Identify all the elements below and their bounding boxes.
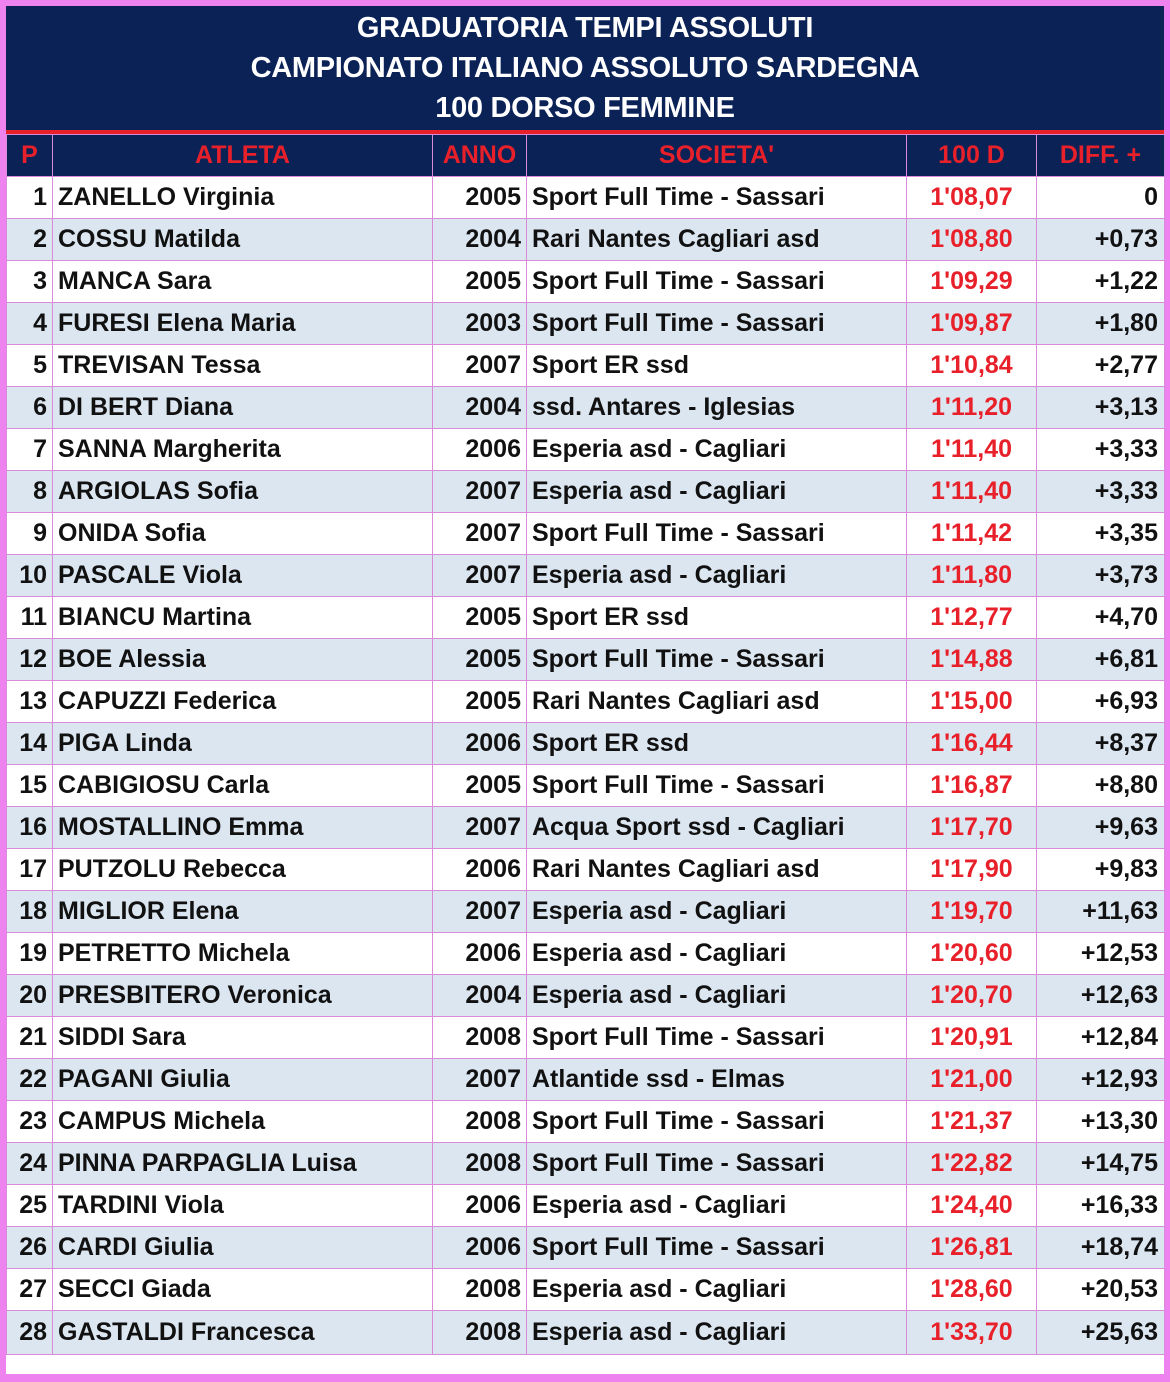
gap-cell: +3,33: [1037, 471, 1165, 513]
club-cell: Sport Full Time - Sassari: [527, 1101, 907, 1143]
table-row: [7, 1311, 1165, 1355]
birth-year-cell: 2006: [433, 723, 527, 765]
time-cell: 1'17,90: [907, 849, 1037, 891]
athlete-name-cell: PETRETTO Michela: [53, 933, 433, 975]
birth-year-cell: 2006: [433, 1185, 527, 1227]
time-cell: 1'11,80: [907, 555, 1037, 597]
gap-cell: +4,70: [1037, 597, 1165, 639]
gap-cell: +13,30: [1037, 1101, 1165, 1143]
time-cell: 1'16,44: [907, 723, 1037, 765]
table-row: [7, 1227, 1165, 1269]
athlete-name-cell: TARDINI Viola: [53, 1185, 433, 1227]
athlete-name-cell: CAPUZZI Federica: [53, 681, 433, 723]
gap-cell: +12,63: [1037, 975, 1165, 1017]
time-cell: 1'10,84: [907, 345, 1037, 387]
table-row: [7, 1143, 1165, 1185]
position-cell: 21: [7, 1017, 53, 1059]
position-cell: 14: [7, 723, 53, 765]
birth-year-cell: 2007: [433, 807, 527, 849]
gap-cell: +1,22: [1037, 261, 1165, 303]
athlete-name-cell: PIGA Linda: [53, 723, 433, 765]
table-row: [7, 261, 1165, 303]
time-cell: 1'11,42: [907, 513, 1037, 555]
time-cell: 1'11,40: [907, 471, 1037, 513]
athlete-name-cell: PRESBITERO Veronica: [53, 975, 433, 1017]
table-row: [7, 597, 1165, 639]
club-cell: Acqua Sport ssd - Cagliari: [527, 807, 907, 849]
athlete-name-cell: ZANELLO Virginia: [53, 177, 433, 219]
birth-year-cell: 2005: [433, 597, 527, 639]
gap-cell: +8,80: [1037, 765, 1165, 807]
col-header-time: 100 D: [907, 135, 1037, 177]
athlete-name-cell: SECCI Giada: [53, 1269, 433, 1311]
table-row: [7, 219, 1165, 261]
col-header-club: SOCIETA': [527, 135, 907, 177]
athlete-name-cell: CABIGIOSU Carla: [53, 765, 433, 807]
athlete-name-cell: BIANCU Martina: [53, 597, 433, 639]
time-cell: 1'24,40: [907, 1185, 1037, 1227]
time-cell: 1'15,00: [907, 681, 1037, 723]
club-cell: Sport Full Time - Sassari: [527, 261, 907, 303]
position-cell: 10: [7, 555, 53, 597]
athlete-name-cell: MOSTALLINO Emma: [53, 807, 433, 849]
position-cell: 5: [7, 345, 53, 387]
gap-cell: +2,77: [1037, 345, 1165, 387]
club-cell: Sport ER ssd: [527, 723, 907, 765]
position-cell: 27: [7, 1269, 53, 1311]
gap-cell: +6,93: [1037, 681, 1165, 723]
gap-cell: +6,81: [1037, 639, 1165, 681]
gap-cell: +25,63: [1037, 1311, 1165, 1355]
club-cell: Sport Full Time - Sassari: [527, 1017, 907, 1059]
results-table: [6, 134, 1165, 1355]
position-cell: 16: [7, 807, 53, 849]
time-cell: 1'19,70: [907, 891, 1037, 933]
position-cell: 17: [7, 849, 53, 891]
birth-year-cell: 2008: [433, 1101, 527, 1143]
club-cell: Sport Full Time - Sassari: [527, 513, 907, 555]
time-cell: 1'16,87: [907, 765, 1037, 807]
time-cell: 1'22,82: [907, 1143, 1037, 1185]
club-cell: Atlantide ssd - Elmas: [527, 1059, 907, 1101]
athlete-name-cell: FURESI Elena Maria: [53, 303, 433, 345]
club-cell: Esperia asd - Cagliari: [527, 1311, 907, 1355]
athlete-name-cell: TREVISAN Tessa: [53, 345, 433, 387]
position-cell: 3: [7, 261, 53, 303]
club-cell: Rari Nantes Cagliari asd: [527, 219, 907, 261]
time-cell: 1'12,77: [907, 597, 1037, 639]
gap-cell: +8,37: [1037, 723, 1165, 765]
position-cell: 20: [7, 975, 53, 1017]
birth-year-cell: 2005: [433, 177, 527, 219]
table-row: [7, 387, 1165, 429]
time-cell: 1'26,81: [907, 1227, 1037, 1269]
athlete-name-cell: SANNA Margherita: [53, 429, 433, 471]
table-row: [7, 345, 1165, 387]
col-header-athlete: ATLETA: [53, 135, 433, 177]
gap-cell: +3,33: [1037, 429, 1165, 471]
athlete-name-cell: SIDDI Sara: [53, 1017, 433, 1059]
club-cell: ssd. Antares - Iglesias: [527, 387, 907, 429]
title-line-2: CAMPIONATO ITALIANO ASSOLUTO SARDEGNA: [250, 52, 920, 84]
table-row: [7, 1101, 1165, 1143]
gap-cell: +12,93: [1037, 1059, 1165, 1101]
gap-cell: +20,53: [1037, 1269, 1165, 1311]
gap-cell: +3,73: [1037, 555, 1165, 597]
club-cell: Rari Nantes Cagliari asd: [527, 849, 907, 891]
athlete-name-cell: GASTALDI Francesca: [53, 1311, 433, 1355]
club-cell: Sport Full Time - Sassari: [527, 1227, 907, 1269]
gap-cell: +14,75: [1037, 1143, 1165, 1185]
time-cell: 1'11,40: [907, 429, 1037, 471]
table-row: [7, 639, 1165, 681]
position-cell: 18: [7, 891, 53, 933]
birth-year-cell: 2005: [433, 261, 527, 303]
club-cell: Esperia asd - Cagliari: [527, 975, 907, 1017]
birth-year-cell: 2005: [433, 765, 527, 807]
gap-cell: +18,74: [1037, 1227, 1165, 1269]
table-row: [7, 723, 1165, 765]
birth-year-cell: 2008: [433, 1311, 527, 1355]
birth-year-cell: 2005: [433, 681, 527, 723]
time-cell: 1'21,37: [907, 1101, 1037, 1143]
club-cell: Esperia asd - Cagliari: [527, 429, 907, 471]
position-cell: 19: [7, 933, 53, 975]
gap-cell: +9,83: [1037, 849, 1165, 891]
time-cell: 1'21,00: [907, 1059, 1037, 1101]
gap-cell: +12,53: [1037, 933, 1165, 975]
table-row: [7, 303, 1165, 345]
position-cell: 11: [7, 597, 53, 639]
col-header-diff: DIFF. +: [1037, 135, 1165, 177]
club-cell: Sport Full Time - Sassari: [527, 639, 907, 681]
club-cell: Esperia asd - Cagliari: [527, 1185, 907, 1227]
position-cell: 7: [7, 429, 53, 471]
position-cell: 6: [7, 387, 53, 429]
table-row: [7, 471, 1165, 513]
position-cell: 9: [7, 513, 53, 555]
birth-year-cell: 2007: [433, 1059, 527, 1101]
position-cell: 13: [7, 681, 53, 723]
table-row: [7, 891, 1165, 933]
athlete-name-cell: CARDI Giulia: [53, 1227, 433, 1269]
time-cell: 1'14,88: [907, 639, 1037, 681]
table-row: [7, 1269, 1165, 1311]
club-cell: Rari Nantes Cagliari asd: [527, 681, 907, 723]
table-row: [7, 513, 1165, 555]
time-cell: 1'33,70: [907, 1311, 1037, 1355]
athlete-name-cell: DI BERT Diana: [53, 387, 433, 429]
time-cell: 1'20,70: [907, 975, 1037, 1017]
header-row: [7, 135, 1165, 177]
col-header-year: ANNO: [433, 135, 527, 177]
position-cell: 23: [7, 1101, 53, 1143]
club-cell: Esperia asd - Cagliari: [527, 471, 907, 513]
table-row: [7, 555, 1165, 597]
birth-year-cell: 2006: [433, 429, 527, 471]
time-cell: 1'20,91: [907, 1017, 1037, 1059]
athlete-name-cell: CAMPUS Michela: [53, 1101, 433, 1143]
birth-year-cell: 2006: [433, 1227, 527, 1269]
club-cell: Esperia asd - Cagliari: [527, 891, 907, 933]
club-cell: Esperia asd - Cagliari: [527, 933, 907, 975]
gap-cell: +3,35: [1037, 513, 1165, 555]
col-header-pos: P: [7, 135, 53, 177]
position-cell: 24: [7, 1143, 53, 1185]
birth-year-cell: 2003: [433, 303, 527, 345]
table-row: [7, 681, 1165, 723]
position-cell: 8: [7, 471, 53, 513]
athlete-name-cell: PINNA PARPAGLIA Luisa: [53, 1143, 433, 1185]
table-row: [7, 177, 1165, 219]
birth-year-cell: 2007: [433, 513, 527, 555]
athlete-name-cell: MIGLIOR Elena: [53, 891, 433, 933]
table-row: [7, 765, 1165, 807]
time-cell: 1'28,60: [907, 1269, 1037, 1311]
time-cell: 1'17,70: [907, 807, 1037, 849]
position-cell: 4: [7, 303, 53, 345]
birth-year-cell: 2006: [433, 849, 527, 891]
time-cell: 1'08,07: [907, 177, 1037, 219]
club-cell: Sport Full Time - Sassari: [527, 303, 907, 345]
athlete-name-cell: ONIDA Sofia: [53, 513, 433, 555]
gap-cell: +3,13: [1037, 387, 1165, 429]
position-cell: 22: [7, 1059, 53, 1101]
table-row: [7, 1059, 1165, 1101]
table-row: [7, 807, 1165, 849]
table-row: [7, 1185, 1165, 1227]
table-row: [7, 429, 1165, 471]
gap-cell: 0: [1037, 177, 1165, 219]
title-line-1: GRADUATORIA TEMPI ASSOLUTI: [356, 12, 814, 44]
position-cell: 2: [7, 219, 53, 261]
time-cell: 1'11,20: [907, 387, 1037, 429]
gap-cell: +1,80: [1037, 303, 1165, 345]
athlete-name-cell: COSSU Matilda: [53, 219, 433, 261]
athlete-name-cell: MANCA Sara: [53, 261, 433, 303]
club-cell: Sport Full Time - Sassari: [527, 177, 907, 219]
gap-cell: +11,63: [1037, 891, 1165, 933]
club-cell: Sport Full Time - Sassari: [527, 1143, 907, 1185]
birth-year-cell: 2006: [433, 933, 527, 975]
position-cell: 26: [7, 1227, 53, 1269]
title-block: [6, 6, 1164, 130]
position-cell: 25: [7, 1185, 53, 1227]
position-cell: 28: [7, 1311, 53, 1355]
club-cell: Sport Full Time - Sassari: [527, 765, 907, 807]
birth-year-cell: 2008: [433, 1017, 527, 1059]
birth-year-cell: 2007: [433, 891, 527, 933]
athlete-name-cell: PAGANI Giulia: [53, 1059, 433, 1101]
table-row: [7, 1017, 1165, 1059]
club-cell: Sport ER ssd: [527, 345, 907, 387]
birth-year-cell: 2007: [433, 471, 527, 513]
athlete-name-cell: PUTZOLU Rebecca: [53, 849, 433, 891]
time-cell: 1'09,29: [907, 261, 1037, 303]
table-row: [7, 975, 1165, 1017]
gap-cell: +0,73: [1037, 219, 1165, 261]
position-cell: 15: [7, 765, 53, 807]
birth-year-cell: 2008: [433, 1143, 527, 1185]
athlete-name-cell: PASCALE Viola: [53, 555, 433, 597]
birth-year-cell: 2007: [433, 555, 527, 597]
athlete-name-cell: ARGIOLAS Sofia: [53, 471, 433, 513]
birth-year-cell: 2007: [433, 345, 527, 387]
position-cell: 12: [7, 639, 53, 681]
birth-year-cell: 2008: [433, 1269, 527, 1311]
club-cell: Sport ER ssd: [527, 597, 907, 639]
birth-year-cell: 2004: [433, 975, 527, 1017]
birth-year-cell: 2004: [433, 387, 527, 429]
club-cell: Esperia asd - Cagliari: [527, 1269, 907, 1311]
title-line-3: 100 DORSO FEMMINE: [435, 92, 735, 124]
time-cell: 1'08,80: [907, 219, 1037, 261]
birth-year-cell: 2004: [433, 219, 527, 261]
gap-cell: +16,33: [1037, 1185, 1165, 1227]
position-cell: 1: [7, 177, 53, 219]
birth-year-cell: 2005: [433, 639, 527, 681]
club-cell: Esperia asd - Cagliari: [527, 555, 907, 597]
table-row: [7, 849, 1165, 891]
gap-cell: +12,84: [1037, 1017, 1165, 1059]
time-cell: 1'09,87: [907, 303, 1037, 345]
athlete-name-cell: BOE Alessia: [53, 639, 433, 681]
time-cell: 1'20,60: [907, 933, 1037, 975]
table-row: [7, 933, 1165, 975]
gap-cell: +9,63: [1037, 807, 1165, 849]
